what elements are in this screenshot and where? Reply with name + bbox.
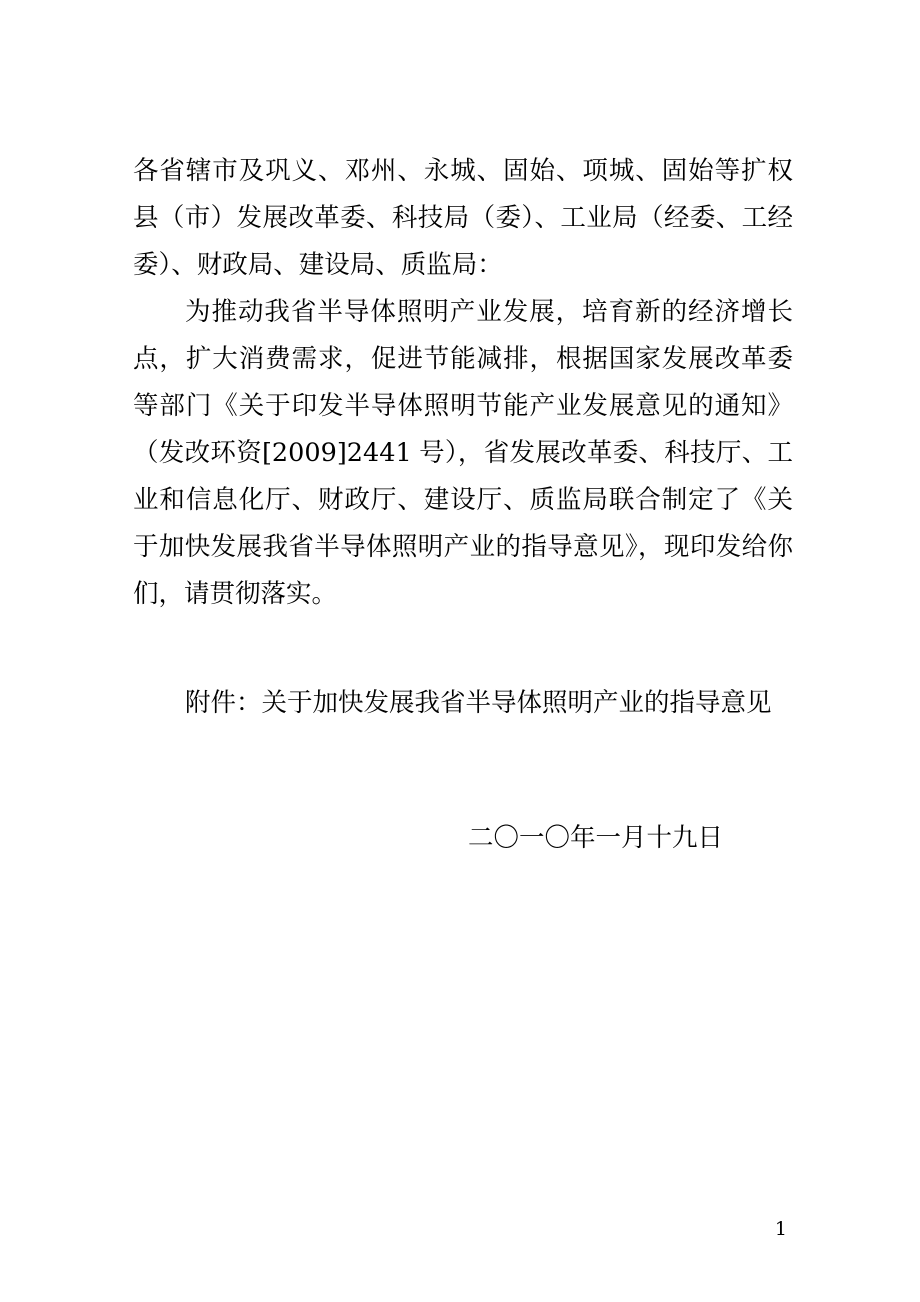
- document-date: 二〇一〇年一月十九日: [467, 823, 723, 853]
- page-number: 1: [774, 1218, 787, 1240]
- document-content: [133, 148, 793, 888]
- recipients-paragraph: 各省辖市及巩义、邓州、永城、固始、项城、固始等扩权县（市）发展改革委、科技局（委）、工业局（经委、工经委）、财政局、建设局、质监局：: [133, 156, 793, 280]
- body-paragraph: 为推动我省半导体照明产业发展，培育新的经济增长点，扩大消费需求，促进节能减排，根据国家发展改革委等部门《关于印发半导体照明节能产业发展意见的通知》（发改环资[2009]2441 号），省发展改革委、科技厅、工业和信息化厅、财政厅、建设厅、质监局联合制定了《关于加快发展我省半导体照明产业的指导意见》，现印发给你们，请贯彻落实。: [133, 297, 793, 609]
- attachment-line: 附件：关于加快发展我省半导体照明产业的指导意见: [185, 688, 772, 718]
